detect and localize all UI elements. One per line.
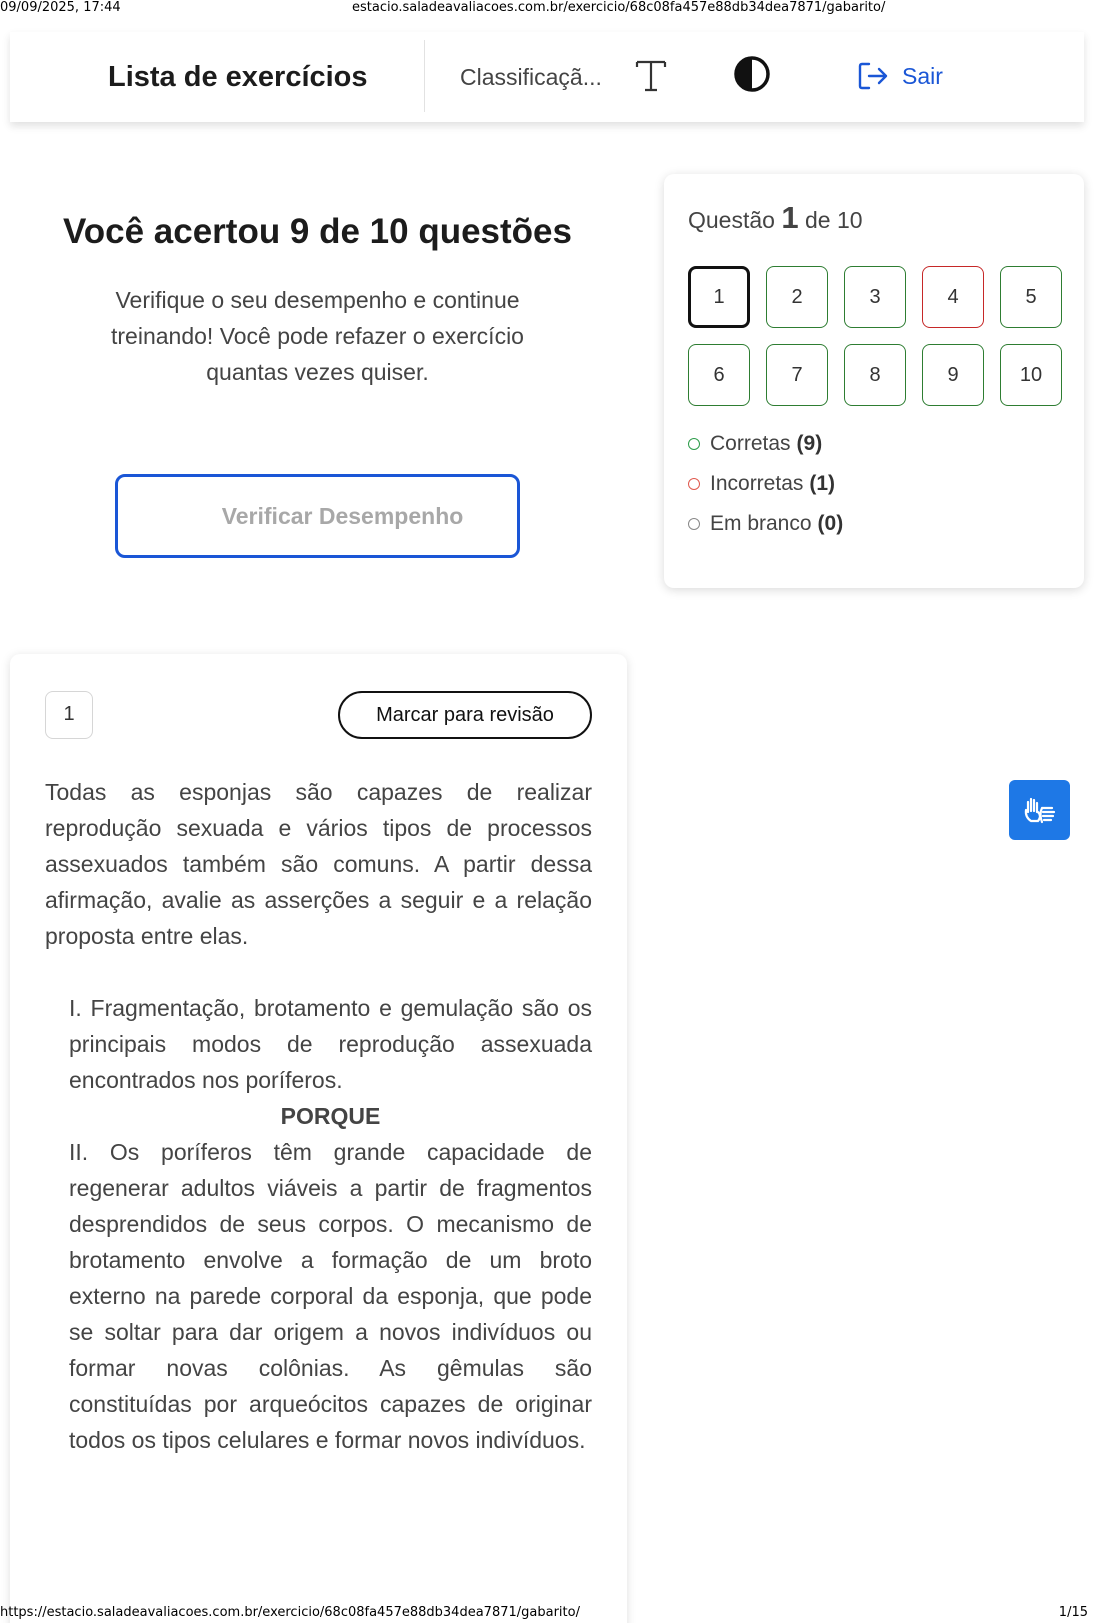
font-size-icon[interactable] [634,56,668,96]
logout-label: Sair [902,62,943,89]
legend-label: Em branco [710,512,812,535]
page-title: Lista de exercícios [108,61,368,93]
print-page-number: 1/15 [1058,1605,1088,1620]
logout-icon [856,59,890,93]
question-nav-button[interactable]: 4 [922,266,984,328]
legend-label: Corretas [710,432,791,455]
legend-item [688,464,843,504]
result-title: Você acertou 9 de 10 questões [62,212,572,251]
sign-language-icon [1020,790,1060,830]
question-navigator [664,174,1084,588]
legend-label: Incorretas [710,472,804,495]
print-url: estacio.saladeavaliacoes.com.br/exercicio/68c08fa457e88db34dea7871/gabarito/ [352,0,886,15]
legend-count: (1) [809,472,836,495]
classification-label[interactable]: Classificaçã... [460,64,602,90]
assertion-connector: PORQUE [280,1103,381,1129]
question-counter [688,200,863,236]
question-nav-button[interactable]: 9 [922,344,984,406]
print-footer [0,1605,1094,1623]
question-nav-button[interactable]: 10 [1000,344,1062,406]
question-statement: Todas as esponjas são capazes de realizar reprodução sexuada e vários tipos de processos assexuados também são comuns. A partir dessa afirmação, avalie as asserções a seguir e a relação proposta entre elas. [45,779,592,949]
print-footer-url: https://estacio.saladeavaliacoes.com.br/exercicio/68c08fa457e88db34dea7871/gabarito/ [0,1605,580,1620]
question-nav-button[interactable]: 7 [766,344,828,406]
divider [424,40,425,112]
question-nav-button[interactable]: 3 [844,266,906,328]
legend-dot-icon [688,518,700,530]
result-description: Verifique o seu desempenho e continue treinando! Você pode refazer o exercício quantas vezes quiser. [111,287,524,385]
question-counter-total: de 10 [804,207,863,233]
logout-button[interactable] [856,56,943,96]
question-grid [688,266,1062,406]
verify-performance-button[interactable]: Verificar Desempenho [115,474,520,558]
contrast-icon[interactable] [730,52,774,96]
result-summary [60,210,575,390]
legend-item [688,424,843,464]
legend-count: (9) [796,432,823,455]
question-counter-current: 1 [781,200,799,235]
question-nav-button[interactable]: 1 [688,266,750,328]
legend-dot-icon [688,478,700,490]
print-datetime: 09/09/2025, 17:44 [0,0,121,15]
question-nav-button[interactable]: 5 [1000,266,1062,328]
legend-dot-icon [688,438,700,450]
mark-for-review-button[interactable]: Marcar para revisão [338,691,592,739]
assertion-1: I. Fragmentação, brotamento e gemulação são os principais modos de reprodução assexuada encontrados nos poríferos. [69,995,592,1093]
question-nav-button[interactable]: 6 [688,344,750,406]
question-body [45,774,592,1458]
top-bar [10,32,1084,122]
question-card [10,654,627,1623]
legend-item [688,504,843,544]
question-nav-button[interactable]: 2 [766,266,828,328]
assertions [45,990,592,1458]
print-header [0,0,1094,18]
assertion-2: II. Os poríferos têm grande capacidade de regenerar adultos viáveis a partir de fragmentos desprendidos de seus corpos. O mecanismo de brotamento envolve a formação de um broto externo na parede corporal da esponja, que pode se soltar para dar origem a novos indivíduos ou formar novas colônias. As gêmulas são constituídas por arqueócitos capazes de originar todos os tipos celulares e formar novos indivíduos. [69,1139,592,1453]
question-counter-prefix: Questão [688,207,775,233]
sign-language-button[interactable] [1009,780,1070,840]
legend-count: (0) [817,512,844,535]
question-nav-button[interactable]: 8 [844,344,906,406]
status-legend [688,424,843,544]
question-number: 1 [45,691,93,739]
